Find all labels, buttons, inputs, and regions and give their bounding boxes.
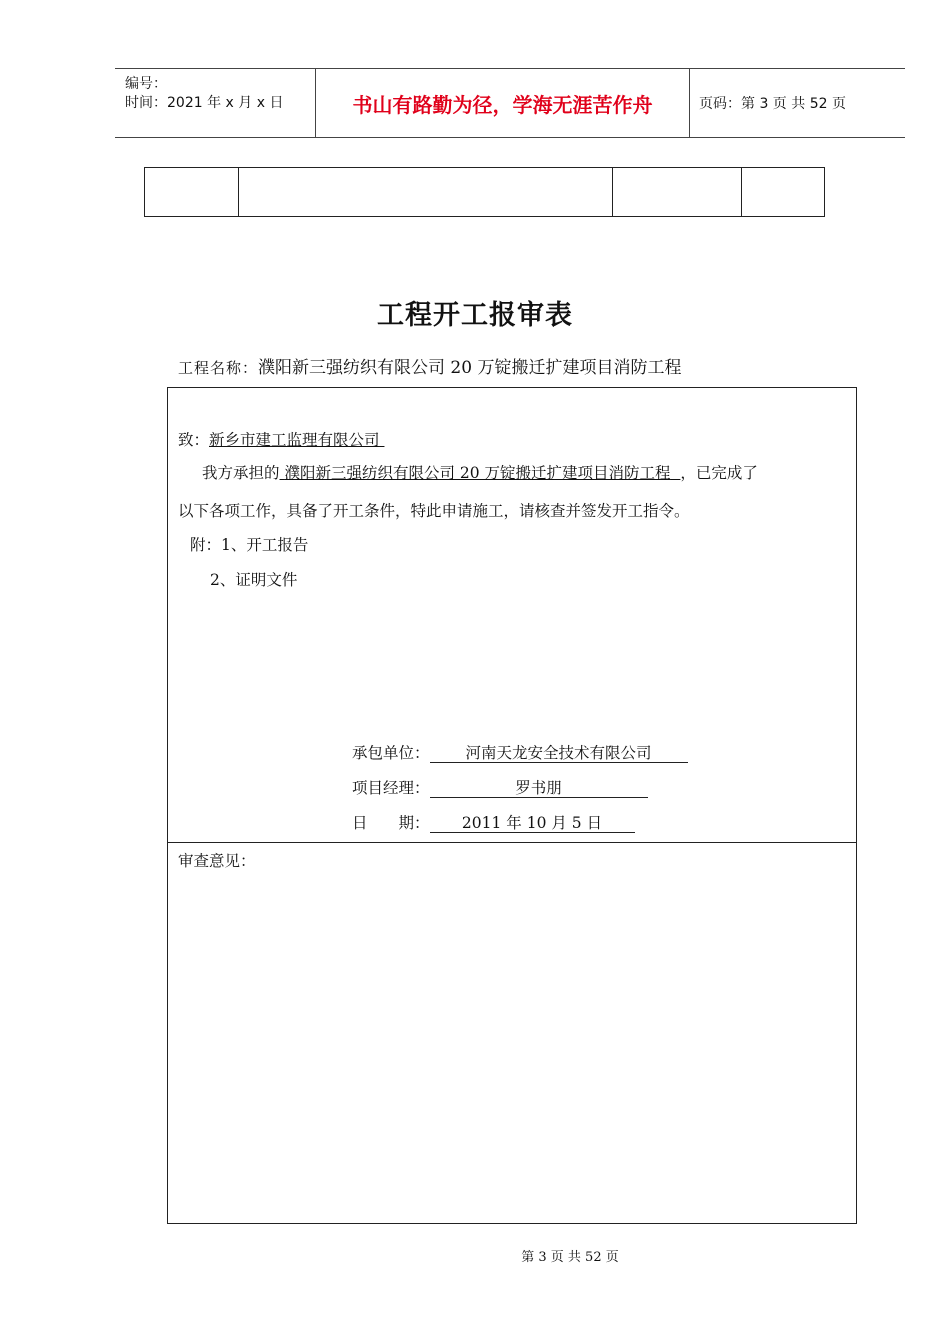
para-prefix: 我方承担的 <box>202 464 280 482</box>
project-name-line <box>178 353 681 378</box>
page-footer: 第 3 页 共 52 页 <box>521 1250 619 1265</box>
review-section <box>167 842 857 1224</box>
attachment-1: 附：1、开工报告 <box>190 536 309 554</box>
empty-cell <box>613 168 742 217</box>
manager-line <box>352 776 648 798</box>
empty-table <box>144 167 825 217</box>
attachment-2: 2、证明文件 <box>210 571 298 589</box>
empty-cell <box>239 168 613 217</box>
project-name-value: 濮阳新三强纺织有限公司 20 万锭搬迁扩建项目消防工程 <box>258 358 682 378</box>
date-line <box>352 811 635 833</box>
empty-cell <box>742 168 825 217</box>
para-project: 濮阳新三强纺织有限公司 20 万锭搬迁扩建项目消防工程 <box>284 464 671 482</box>
contractor-label: 承包单位： <box>352 744 430 762</box>
number-label: 编号： <box>125 76 167 92</box>
header-meta <box>115 69 316 137</box>
application-paragraph-line2: 以下各项工作，具备了开工条件，特此申请施工，请核查并签发开工指令。 <box>178 502 690 520</box>
recipient-label: 致： <box>178 431 210 449</box>
page-header <box>115 68 905 138</box>
application-paragraph-line1 <box>202 461 758 483</box>
header-motto: 书山有路勤为径，学海无涯苦作舟 <box>316 69 690 137</box>
recipient-value: 新乡市建工监理有限公司 <box>209 431 380 449</box>
contractor-value: 河南天龙安全技术有限公司 <box>430 744 688 763</box>
recipient-line <box>178 428 384 450</box>
date-label: 日 期： <box>352 814 430 832</box>
time-label: 时间：2021 年 x 月 x 日 <box>125 95 284 111</box>
application-section <box>167 387 857 843</box>
document-title: 工程开工报审表 <box>377 300 573 331</box>
date-value: 2011 年 10 月 5 日 <box>430 814 635 833</box>
manager-label: 项目经理： <box>352 779 430 797</box>
empty-cell <box>145 168 239 217</box>
manager-value: 罗书朋 <box>430 779 648 798</box>
header-page-number: 页码：第 3 页 共 52 页 <box>699 96 846 112</box>
project-name-label: 工程名称： <box>178 359 259 377</box>
contractor-line <box>352 741 688 763</box>
para-suffix: ，已完成了 <box>680 464 758 482</box>
review-label: 审查意见： <box>178 852 256 870</box>
